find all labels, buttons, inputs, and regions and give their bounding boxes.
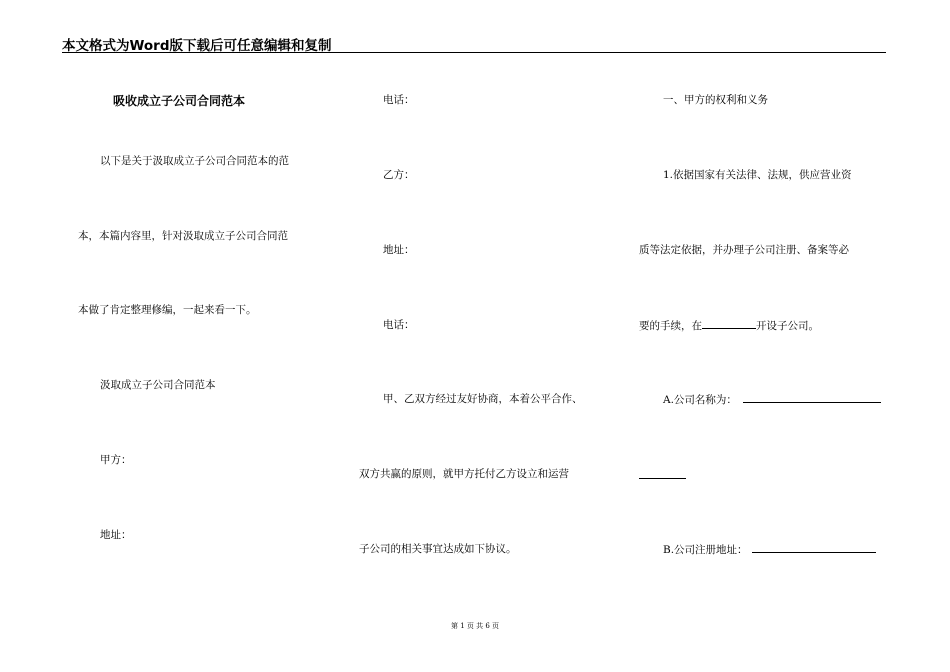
document-title: 吸收成立子公司合同范本 <box>113 94 246 108</box>
company-name-line <box>663 392 881 407</box>
agreement-para-line-1: 甲、乙双方经过友好协商，本着公平合作、 <box>383 393 583 405</box>
item1-line-3-start: 要的手续，在 <box>639 320 702 332</box>
registered-address-blank <box>752 542 876 553</box>
intro-line-2: 本，本篇内容里，针对汲取成立子公司合同范 <box>78 230 288 242</box>
agreement-para-line-3: 子公司的相关事宜达成如下协议。 <box>359 543 517 555</box>
contract-subtitle: 汲取成立子公司合同范本 <box>100 379 216 391</box>
company-name-label: A.公司名称为： <box>663 394 737 406</box>
item1-line-3 <box>639 318 819 333</box>
registered-address-line <box>663 542 876 557</box>
header-rule <box>62 52 886 53</box>
location-blank <box>702 318 756 329</box>
party-b-phone-label: 电话： <box>383 319 415 331</box>
page-number: 第 1 页 共 6 页 <box>450 622 500 630</box>
party-a-phone-label: 电话： <box>383 94 415 106</box>
item1-line-1: 1.依据国家有关法律、法规，供应营业资 <box>663 169 852 181</box>
company-name-blank-continued <box>639 468 686 479</box>
agreement-para-line-2: 双方共赢的原则，就甲方托付乙方设立和运营 <box>359 468 569 480</box>
party-b-label: 乙方： <box>383 169 415 181</box>
item1-line-3-end: 开设子公司。 <box>756 320 819 332</box>
section-heading: 一、甲方的权利和义务 <box>663 94 768 106</box>
party-b-address-label: 地址： <box>383 244 415 256</box>
item1-line-2: 质等法定依据，并办理子公司注册、备案等必 <box>639 244 849 256</box>
document-header: 本文格式为Word版下载后可任意编辑和复制 <box>62 38 332 54</box>
party-a-address-label: 地址： <box>100 529 132 541</box>
company-name-blank <box>743 392 881 403</box>
registered-address-label: B.公司注册地址： <box>663 544 748 556</box>
intro-line-3: 本做了肯定整理修编，一起来看一下。 <box>78 304 257 316</box>
intro-line-1: 以下是关于汲取成立子公司合同范本的范 <box>100 155 289 167</box>
party-a-label: 甲方： <box>100 454 132 466</box>
